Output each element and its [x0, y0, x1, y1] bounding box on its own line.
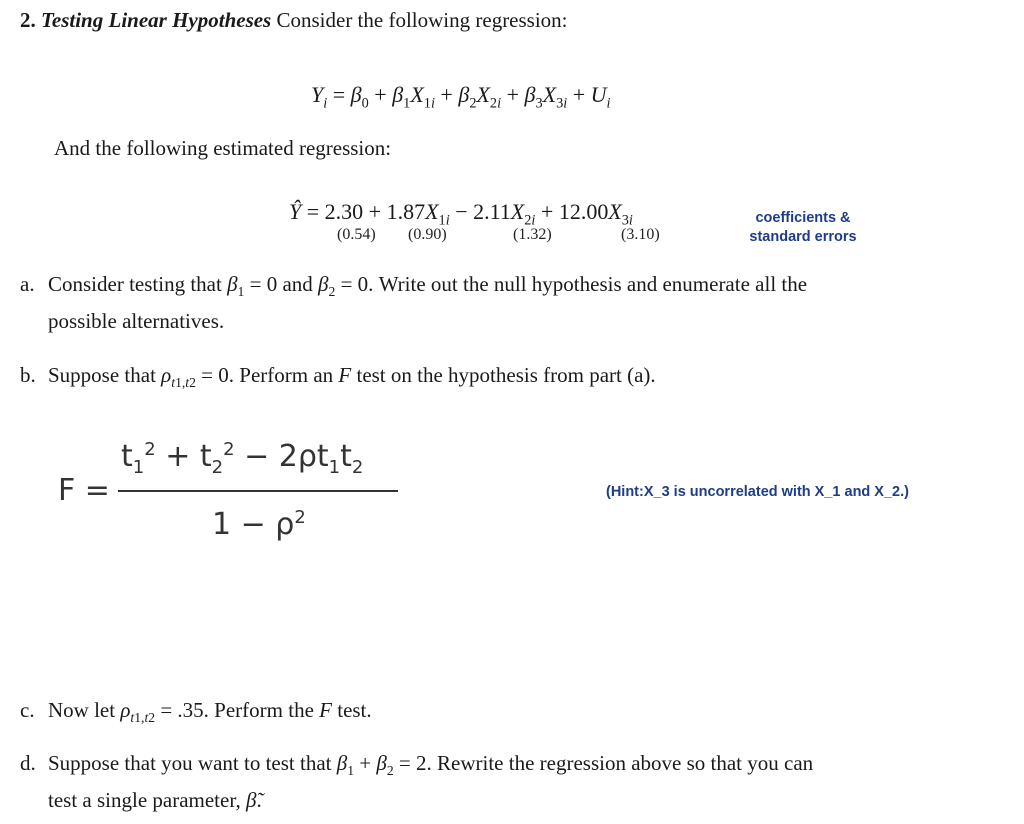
- part-a-text-post: Write out the null hypothesis and enumerate all the: [378, 272, 808, 296]
- population-regression-equation: $Y_i = \beta_0 + \beta_1X_{1i} + \beta_2X_{2i} + \beta_3X_{3i} + U_i$: [311, 82, 611, 112]
- part-c-line: Now let $\rho_{t1,t2} = .35$. Perform the F test.: [48, 698, 372, 726]
- part-d-label: d.: [20, 751, 36, 775]
- problem-heading: [20, 8, 568, 33]
- part-c-label: c.: [20, 698, 35, 722]
- part-b-text-pre: Suppose that: [48, 363, 156, 387]
- part-d-line1: Suppose that you want to test that $\beta_1 + \beta_2 = 2$. Rewrite the regression above so that you can: [48, 751, 814, 779]
- coefficients-note: [738, 209, 868, 247]
- coef-b3: 12.00: [558, 199, 609, 224]
- part-c-text-mid: Perform the: [214, 698, 314, 722]
- estimated-regression-intro: And the following estimated regression:: [54, 136, 392, 160]
- se-b1: (0.90): [408, 226, 447, 243]
- f-formula-lhs: F =: [58, 473, 110, 508]
- coefficients-note-line1: coefficients &: [755, 210, 851, 226]
- part-b-label: b.: [20, 363, 36, 387]
- f-formula-denominator: $1 - \rho^2$: [212, 507, 306, 542]
- part-d-line2: test a single parameter, β̃.: [48, 788, 262, 812]
- part-a-line2: possible alternatives.: [48, 309, 225, 333]
- part-d-math-beta-tilde: β̃: [246, 788, 257, 812]
- part-c-text-pre: Now let: [48, 698, 116, 722]
- part-d-sum-value: 2: [416, 751, 427, 775]
- problem-number: 2.: [20, 8, 36, 32]
- part-c-rho-value: .35: [177, 698, 204, 722]
- part-c-math-rho: $\rho_{t1,t2} = .35$: [120, 698, 204, 726]
- part-b-math-rho: $\rho_{t1,t2} = 0$: [161, 363, 229, 391]
- part-a-line1: Consider testing that $\beta_1 = 0$ and $\beta_2 = 0$. Write out the null hypothesis and enumerate all the: [48, 272, 808, 300]
- coef-intercept: 2.30: [324, 199, 364, 224]
- part-b-text-post: test on the hypothesis from part (a).: [356, 363, 656, 387]
- part-d-math-sum: $\beta_1 + \beta_2 = 2$: [336, 751, 427, 779]
- estimated-regression-equation: Ŷ = $2.30 + 1.87X_{1i} - 2.11X_{2i} + 12.00X_{3i}$: [289, 199, 633, 229]
- part-b-rho-value: 0: [218, 363, 229, 387]
- part-a-math-b1: $\beta_1 = 0$: [227, 272, 278, 300]
- coef-b2: 2.11: [473, 199, 511, 224]
- part-d-text-post: Rewrite the regression above so that you can: [437, 751, 814, 775]
- problem-intro: Consider the following regression:: [276, 8, 568, 32]
- se-b2: (1.32): [513, 226, 552, 243]
- coef-b1: 1.87: [386, 199, 426, 224]
- part-a-math-b2: $\beta_2 = 0$.: [318, 272, 374, 300]
- part-a-text-pre: Consider testing that: [48, 272, 222, 296]
- part-a-label: a.: [20, 272, 35, 296]
- part-d-text-pre: Suppose that you want to test that: [48, 751, 332, 775]
- part-b-line: Suppose that $\rho_{t1,t2} = 0$. Perform an F test on the hypothesis from part (a).: [48, 363, 656, 391]
- f-formula-fraction-bar: [118, 490, 398, 492]
- part-b-text-mid: Perform an: [239, 363, 334, 387]
- se-b3: (3.10): [621, 226, 660, 243]
- hint-note: (Hint:X_3 is uncorrelated with X_1 and X_2.): [606, 484, 909, 500]
- part-c-text-post: test.: [337, 698, 372, 722]
- se-intercept: (0.54): [337, 226, 376, 243]
- coefficients-note-line2: standard errors: [749, 229, 857, 245]
- problem-title: Testing Linear Hypotheses: [41, 8, 272, 32]
- part-d-line2-text: test a single parameter,: [48, 788, 241, 812]
- f-formula-numerator: $t_1^2 + t_2^2 - 2\rho t_1t_2$: [121, 439, 364, 478]
